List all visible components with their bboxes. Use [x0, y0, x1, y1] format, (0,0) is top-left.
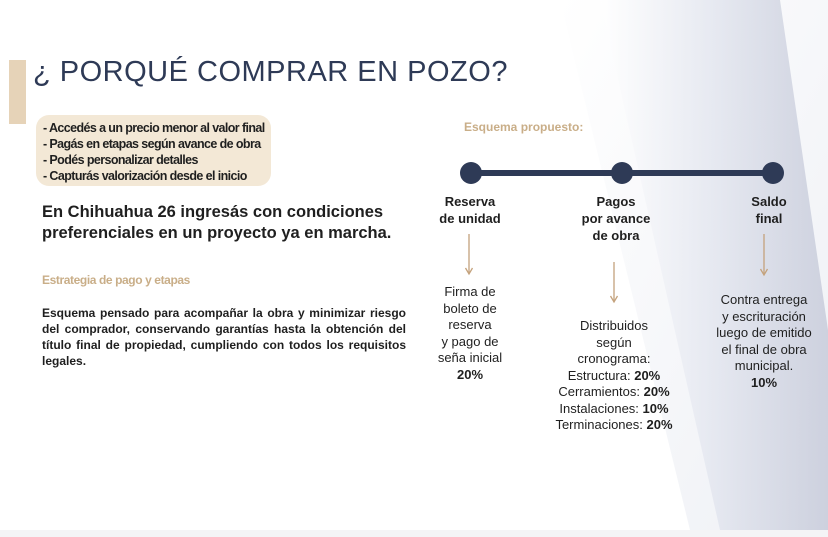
- step-detail-line: Distribuidos: [580, 318, 648, 333]
- benefits-box: [36, 115, 271, 186]
- step-detail-line: boleto de: [443, 300, 497, 316]
- step-detail-line: Firma de: [444, 284, 496, 299]
- step-label-pagos: [566, 193, 666, 244]
- schedule-item-percent: 10%: [642, 400, 669, 416]
- schedule-item: [548, 368, 680, 385]
- schedule-item-percent: 20%: [646, 417, 673, 432]
- schedule-item-name: Instalaciones:: [559, 400, 639, 416]
- benefit-item: - Capturás valorización desde el inicio: [43, 169, 247, 183]
- step-percent: 20%: [456, 366, 484, 382]
- schedule-item-percent: 20%: [643, 384, 670, 399]
- strategy-description: Esquema pensado para acompañar la obra y minimizar riesgo del comprador, conservando garantías hasta la obtención del título final de propiedad, cumpliendo con todos los requisitos legales.: [42, 306, 406, 368]
- schedule-item: [548, 384, 680, 401]
- step-label-line: Pagos: [596, 194, 636, 209]
- step-detail-line: y pago de: [441, 333, 499, 349]
- step-detail-line: cronograma:: [577, 351, 651, 366]
- step-detail-line: según: [596, 334, 632, 350]
- step-label-line: de obra: [592, 228, 640, 243]
- step-detail-line: el final de obra: [721, 341, 807, 357]
- step-detail-line: y escrituración: [722, 308, 806, 324]
- benefit-item: - Podés personalizar detalles: [43, 153, 198, 167]
- step-label-line: Saldo: [751, 194, 787, 209]
- step-detail-line: reserva: [448, 317, 492, 332]
- scheme-label: Esquema propuesto:: [464, 120, 584, 134]
- step-label-saldo: [719, 193, 819, 227]
- step-label-line: de unidad: [439, 211, 501, 226]
- benefit-item: - Pagás en etapas según avance de obra: [43, 137, 261, 151]
- step-label-reserva: [420, 193, 520, 227]
- headline: En Chihuahua 26 ingresás con condiciones preferenciales en un proyecto ya en marcha.: [42, 203, 392, 242]
- step-detail-line: Contra entrega: [720, 292, 808, 307]
- schedule-item-name: Terminaciones:: [555, 417, 643, 432]
- step-detail-line: municipal.: [734, 358, 794, 373]
- page-title: ¿ PORQUÉ COMPRAR EN POZO?: [33, 56, 508, 88]
- step-label-line: por avance: [581, 211, 651, 226]
- step-detail-line: luego de emitido: [716, 325, 812, 340]
- schedule-item: [548, 417, 680, 434]
- step-detail-pagos: [548, 318, 680, 434]
- schedule-item-name: Cerramientos:: [558, 384, 640, 399]
- step-label-line: final: [755, 211, 783, 226]
- title-accent-bar: [9, 60, 26, 124]
- step-label-line: Reserva: [444, 194, 496, 209]
- schedule-item: [548, 401, 680, 418]
- step-detail-saldo: [705, 292, 823, 391]
- benefit-item: - Accedés a un precio menor al valor final: [43, 121, 265, 135]
- step-detail-line: seña inicial: [437, 350, 503, 365]
- schedule-item-percent: 20%: [634, 367, 661, 383]
- schedule-item-name: Estructura:: [567, 367, 631, 383]
- step-detail-reserva: [420, 284, 520, 383]
- step-percent: 10%: [750, 374, 778, 390]
- strategy-heading: Estrategia de pago y etapas: [42, 273, 190, 287]
